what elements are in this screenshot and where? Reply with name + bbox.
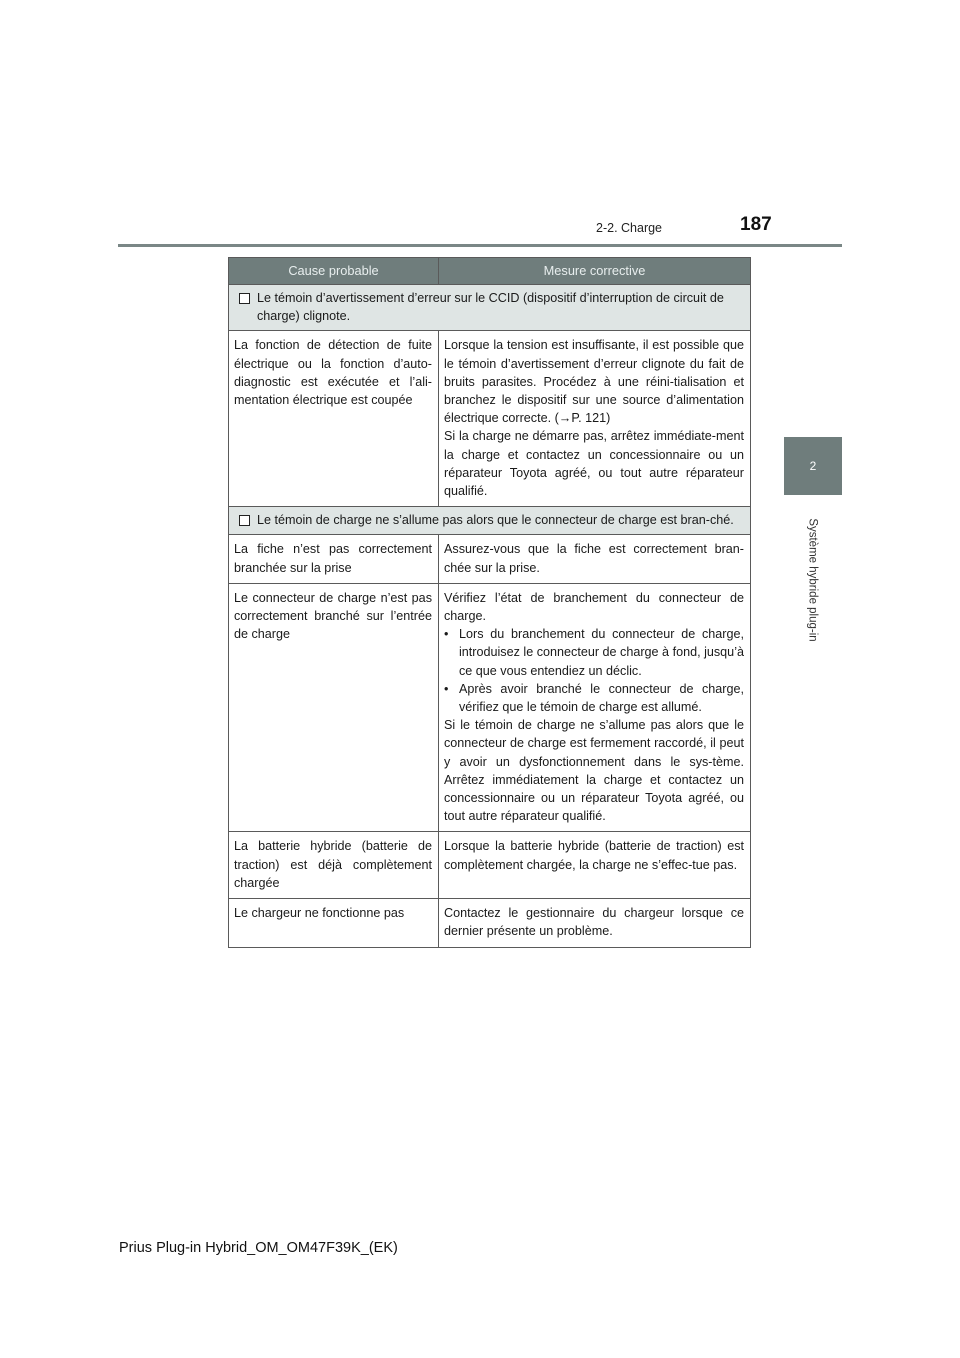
list-item: • Après avoir branché le connecteur de charge, vérifiez que le témoin de charge est allumé.: [444, 680, 744, 716]
column-header-action: Mesure corrective: [439, 258, 751, 285]
cause-cell: Le chargeur ne fonctionne pas: [229, 899, 439, 947]
chapter-number: 2: [809, 459, 817, 473]
action-cell: Assurez-vous que la fiche est correctement bran-chée sur la prise.: [439, 535, 751, 583]
troubleshooting-table: [228, 257, 751, 948]
document-footer: Prius Plug-in Hybrid_OM_OM47F39K_(EK): [119, 1240, 398, 1256]
cause-cell: La batterie hybride (batterie de traction) est déjà complètement chargée: [229, 832, 439, 899]
action-paragraph: Lorsque la tension est insuffisante, il est possible que le témoin d’avertissement d’erreur clignote du fait de bruits parasites. Procédez à une réini-tialisation et branchez le dispositif sur une source d’alimentation électrique correcte. (→P. 121): [444, 338, 744, 426]
table-row: [229, 832, 751, 899]
action-paragraph: Vérifiez l’état de branchement du connecteur de charge.: [444, 590, 744, 624]
column-header-cause: Cause probable: [229, 258, 439, 285]
checkbox-square-icon: [239, 293, 250, 304]
table-row: [229, 583, 751, 832]
header-divider: [118, 244, 842, 247]
table-row: [229, 899, 751, 947]
table-row: [229, 331, 751, 507]
action-paragraph: Si le témoin de charge ne s’allume pas alors que le connecteur de charge est fermement raccordé, il peut y avoir un dysfonctionnement dans le sys-tème. Arrêtez immédiatement la charge et contactez un concessionnaire ou un réparateur Toyota agréé, ou tout autre réparateur qualifié.: [444, 718, 744, 824]
symptom-banner: [229, 285, 751, 331]
cause-cell: Le connecteur de charge n’est pas correctement branché sur l’entrée de charge: [229, 583, 439, 832]
action-cell: [439, 583, 751, 832]
symptom-row: [229, 507, 751, 535]
action-cell: [439, 331, 751, 507]
action-cell: Contactez le gestionnaire du chargeur lorsque ce dernier présente un problème.: [439, 899, 751, 947]
action-cell: Lorsque la batterie hybride (batterie de traction) est complètement chargée, la charge ne s’effec-tue pas.: [439, 832, 751, 899]
cause-cell: La fonction de détection de fuite électrique ou la fonction d’auto-diagnostic est exécutée et l’ali-mentation électrique est coupée: [229, 331, 439, 507]
symptom-text: Le témoin d’avertissement d’erreur sur le CCID (dispositif d’interruption de circuit de charge) clignote.: [257, 291, 724, 324]
symptom-row: [229, 285, 751, 331]
symptom-text: Le témoin de charge ne s’allume pas alors que le connecteur de charge est bran-ché.: [257, 513, 734, 528]
chapter-title: Système hybride plug-in: [807, 518, 819, 642]
chapter-title-vertical: [784, 500, 842, 660]
symptom-banner: [229, 507, 751, 535]
action-paragraph: Si la charge ne démarre pas, arrêtez immédiate-ment la charge et contactez un concessionnaire ou un réparateur Toyota agréé, ou tout autre réparateur qualifié.: [444, 429, 744, 499]
list-item: • Lors du branchement du connecteur de charge, introduisez le connecteur de charge à fond, jusqu’à ce que vous entendiez un déclic.: [444, 625, 744, 680]
chapter-tab: [784, 437, 842, 495]
table-row: [229, 535, 751, 583]
section-title: 2-2. Charge: [596, 221, 663, 235]
action-bullet-list: [444, 625, 744, 716]
checkbox-square-icon: [239, 515, 250, 526]
page-number: 187: [740, 214, 772, 235]
cause-cell: La fiche n’est pas correctement branchée sur la prise: [229, 535, 439, 583]
table-header-row: [229, 258, 751, 285]
